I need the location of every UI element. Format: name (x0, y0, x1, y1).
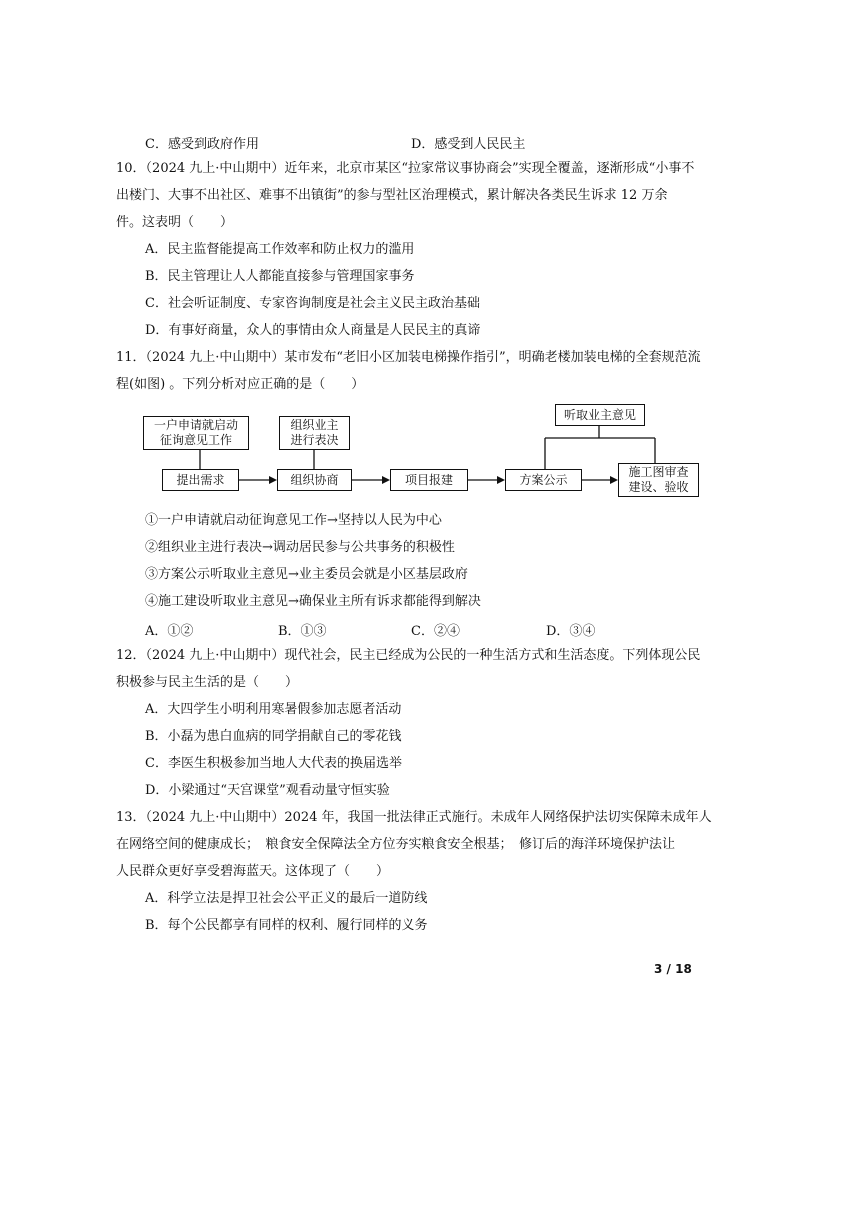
q11-statement-3: ③方案公示听取业主意见→业主委员会就是小区基层政府 (145, 567, 468, 582)
flow-step-negotiate-text: 组织协商 (290, 472, 339, 487)
q11-choice-b: B．①③ (278, 624, 327, 639)
q12-stem-line1: 12．（2024 九上·中山期中）现代社会，民主已经成为公民的一种生活方式和生活态度。下列体现公民 (116, 648, 701, 663)
q11-statement-1: ①一户申请就启动征询意见工作→坚持以人民为中心 (145, 513, 442, 528)
flow-step-request-text: 提出需求 (176, 472, 225, 487)
flow-step-construction (618, 463, 699, 497)
flow-note-vote-text: 组织业主进行表决 (290, 418, 339, 447)
q13-stem-line3: 人民群众更好享受碧海蓝天。这体现了（ ） (116, 864, 390, 879)
flow-step-request (162, 469, 239, 491)
q10-option-b: B．民主管理让人人都能直接参与管理国家事务 (145, 269, 415, 284)
q9-option-d: D．感受到人民民主 (411, 137, 526, 152)
q12-stem-line2: 积极参与民主生活的是（ ） (116, 675, 299, 690)
q11-stem-line2: 程(如图) 。下列分析对应正确的是（ ） (116, 377, 365, 392)
q13-stem-line2: 在网络空间的健康成长； 粮食安全保障法全方位夯实粮食安全根基； 修订后的海洋环境保护法让 (116, 837, 676, 852)
q13-stem-line1: 13．（2024 九上·中山期中）2024 年，我国一批法律正式施行。未成年人网络保护法切实保障未成年人 (116, 810, 712, 825)
flow-step-filing-text: 项目报建 (404, 472, 453, 487)
flow-step-construction-text: 施工图审查建设、验收 (628, 465, 689, 494)
q9-option-c: C．感受到政府作用 (145, 137, 259, 152)
q13-option-a: A．科学立法是捍卫社会公平正义的最后一道防线 (145, 891, 428, 906)
flow-step-publicity (505, 469, 582, 491)
q11-stem-line1: 11．（2024 九上·中山期中）某市发布“老旧小区加装电梯操作指引”，明确老楼加装电梯的全套规范流 (116, 350, 701, 365)
q13-option-b: B．每个公民都享有同样的权利、履行同样的义务 (145, 918, 428, 933)
page-number: 3 / 18 (654, 962, 692, 976)
flow-note-listen (555, 404, 645, 426)
q12-option-c: C．李医生积极参加当地人大代表的换届选举 (145, 756, 402, 771)
q12-option-d: D．小梁通过“天宫课堂”观看动量守恒实验 (145, 783, 390, 798)
q11-statement-4: ④施工建设听取业主意见→确保业主所有诉求都能得到解决 (145, 594, 481, 609)
q10-option-a: A．民主监督能提高工作效率和防止权力的滥用 (145, 242, 415, 257)
q12-option-b: B．小磊为患白血病的同学捐献自己的零花钱 (145, 729, 402, 744)
q10-option-c: C．社会听证制度、专家咨询制度是社会主义民主政治基础 (145, 296, 480, 311)
flow-step-filing (390, 469, 468, 491)
flow-note-application (143, 416, 249, 450)
flow-note-application-text: 一户申请就启动征询意见工作 (153, 418, 238, 447)
flow-step-publicity-text: 方案公示 (519, 472, 568, 487)
q11-choice-d: D．③④ (546, 624, 596, 639)
q11-statement-2: ②组织业主进行表决→调动居民参与公共事务的积极性 (145, 540, 455, 555)
q10-stem-line1: 10．（2024 九上·中山期中）近年来，北京市某区“拉家常议事协商会”实现全覆盖，逐渐形成“小事不 (116, 161, 695, 176)
q10-option-d: D．有事好商量，众人的事情由众人商量是人民民主的真谛 (145, 323, 481, 338)
q10-stem-line2: 出楼门、大事不出社区、难事不出镇街”的参与型社区治理模式，累计解决各类民生诉求 12 万余 (116, 188, 668, 203)
flow-step-negotiate (277, 469, 352, 491)
q11-choice-a: A．①② (145, 624, 194, 639)
q10-stem-line3: 件。这表明（ ） (116, 215, 234, 230)
flow-note-listen-text: 听取业主意见 (563, 407, 636, 422)
flow-note-vote (279, 416, 350, 450)
q12-option-a: A．大四学生小明利用寒暑假参加志愿者活动 (145, 702, 402, 717)
q11-choice-c: C．②④ (411, 624, 460, 639)
